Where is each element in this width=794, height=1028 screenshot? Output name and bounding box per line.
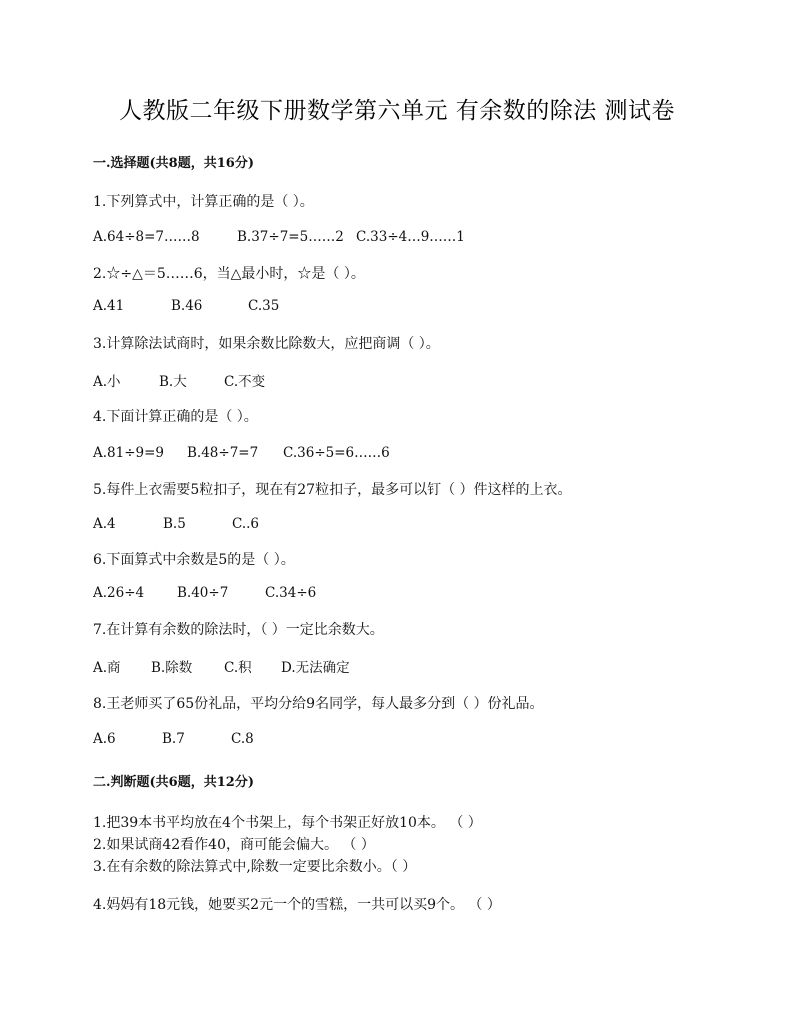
question-4-options	[93, 445, 390, 461]
question-1: 1.下列算式中，计算正确的是（ ）。	[93, 194, 314, 210]
option-a: A.64÷8=7……8	[93, 229, 200, 245]
option-c: C.33÷4…9……1	[356, 229, 465, 245]
option-b: B.大	[159, 374, 187, 390]
option-a: A.商	[93, 660, 121, 676]
page-title: 人教版二年级下册数学第六单元 有余数的除法 测试卷	[118, 98, 676, 124]
question-2-options	[93, 298, 279, 314]
judgement-item-4: 4.妈妈有18元钱，她要买2元一个的雪糕，一共可以买9个。 （ ）	[93, 897, 501, 913]
option-b: B.37÷7=5……2	[237, 229, 344, 245]
question-5: 5.每件上衣需要5粒扣子，现在有27粒扣子，最多可以钉（ ）件这样的上衣。	[93, 482, 572, 498]
option-b: B.48÷7=7	[187, 445, 259, 461]
option-c: C.34÷6	[265, 585, 317, 601]
option-b: B.40÷7	[177, 585, 229, 601]
option-a: A.26÷4	[93, 585, 145, 601]
question-2: 2.☆÷△＝5……6，当△最小时，☆是（ ）。	[93, 266, 365, 282]
option-b: B.7	[162, 731, 185, 747]
option-b: B.46	[171, 298, 203, 314]
judgement-item-1: 1.把39本书平均放在4个书架上，每个书架正好放10本。 （ ）	[93, 815, 482, 831]
question-1-options	[93, 229, 465, 245]
option-c: C..6	[232, 516, 260, 532]
option-c: C.36÷5=6……6	[283, 445, 390, 461]
section-heading-choice: 一.选择题(共8题，共16分)	[93, 156, 254, 171]
question-6-options	[93, 585, 316, 601]
option-c: C.不变	[224, 374, 266, 390]
option-c: C.8	[231, 731, 254, 747]
option-d: D.无法确定	[281, 660, 350, 676]
section-heading-judgement: 二.判断题(共6题，共12分)	[93, 775, 254, 790]
option-c: C.积	[224, 660, 252, 676]
option-a: A.81÷9=9	[93, 445, 165, 461]
judgement-item-3: 3.在有余数的除法算式中,除数一定要比余数小。（ ）	[93, 859, 417, 875]
question-7: 7.在计算有余数的除法时，（ ）一定比余数大。	[93, 622, 384, 638]
question-5-options	[93, 516, 259, 532]
option-a: A.6	[93, 731, 116, 747]
question-4: 4.下面计算正确的是（ ）。	[93, 409, 258, 425]
option-a: A.小	[93, 374, 121, 390]
option-b: B.5	[163, 516, 186, 532]
option-c: C.35	[248, 298, 280, 314]
question-8: 8.王老师买了65份礼品，平均分给9名同学，每人最多分到（ ）份礼品。	[93, 696, 544, 712]
option-b: B.除数	[151, 660, 193, 676]
option-a: A.41	[93, 298, 125, 314]
question-6: 6.下面算式中余数是5的是（ ）。	[93, 552, 295, 568]
question-8-options	[93, 731, 254, 747]
question-7-options	[93, 656, 350, 676]
option-a: A.4	[93, 516, 116, 532]
judgement-item-2: 2.如果试商42看作40，商可能会偏大。 （ ）	[93, 837, 375, 853]
question-3: 3.计算除法试商时，如果余数比除数大，应把商调（ ）。	[93, 336, 440, 352]
question-3-options	[93, 370, 265, 390]
